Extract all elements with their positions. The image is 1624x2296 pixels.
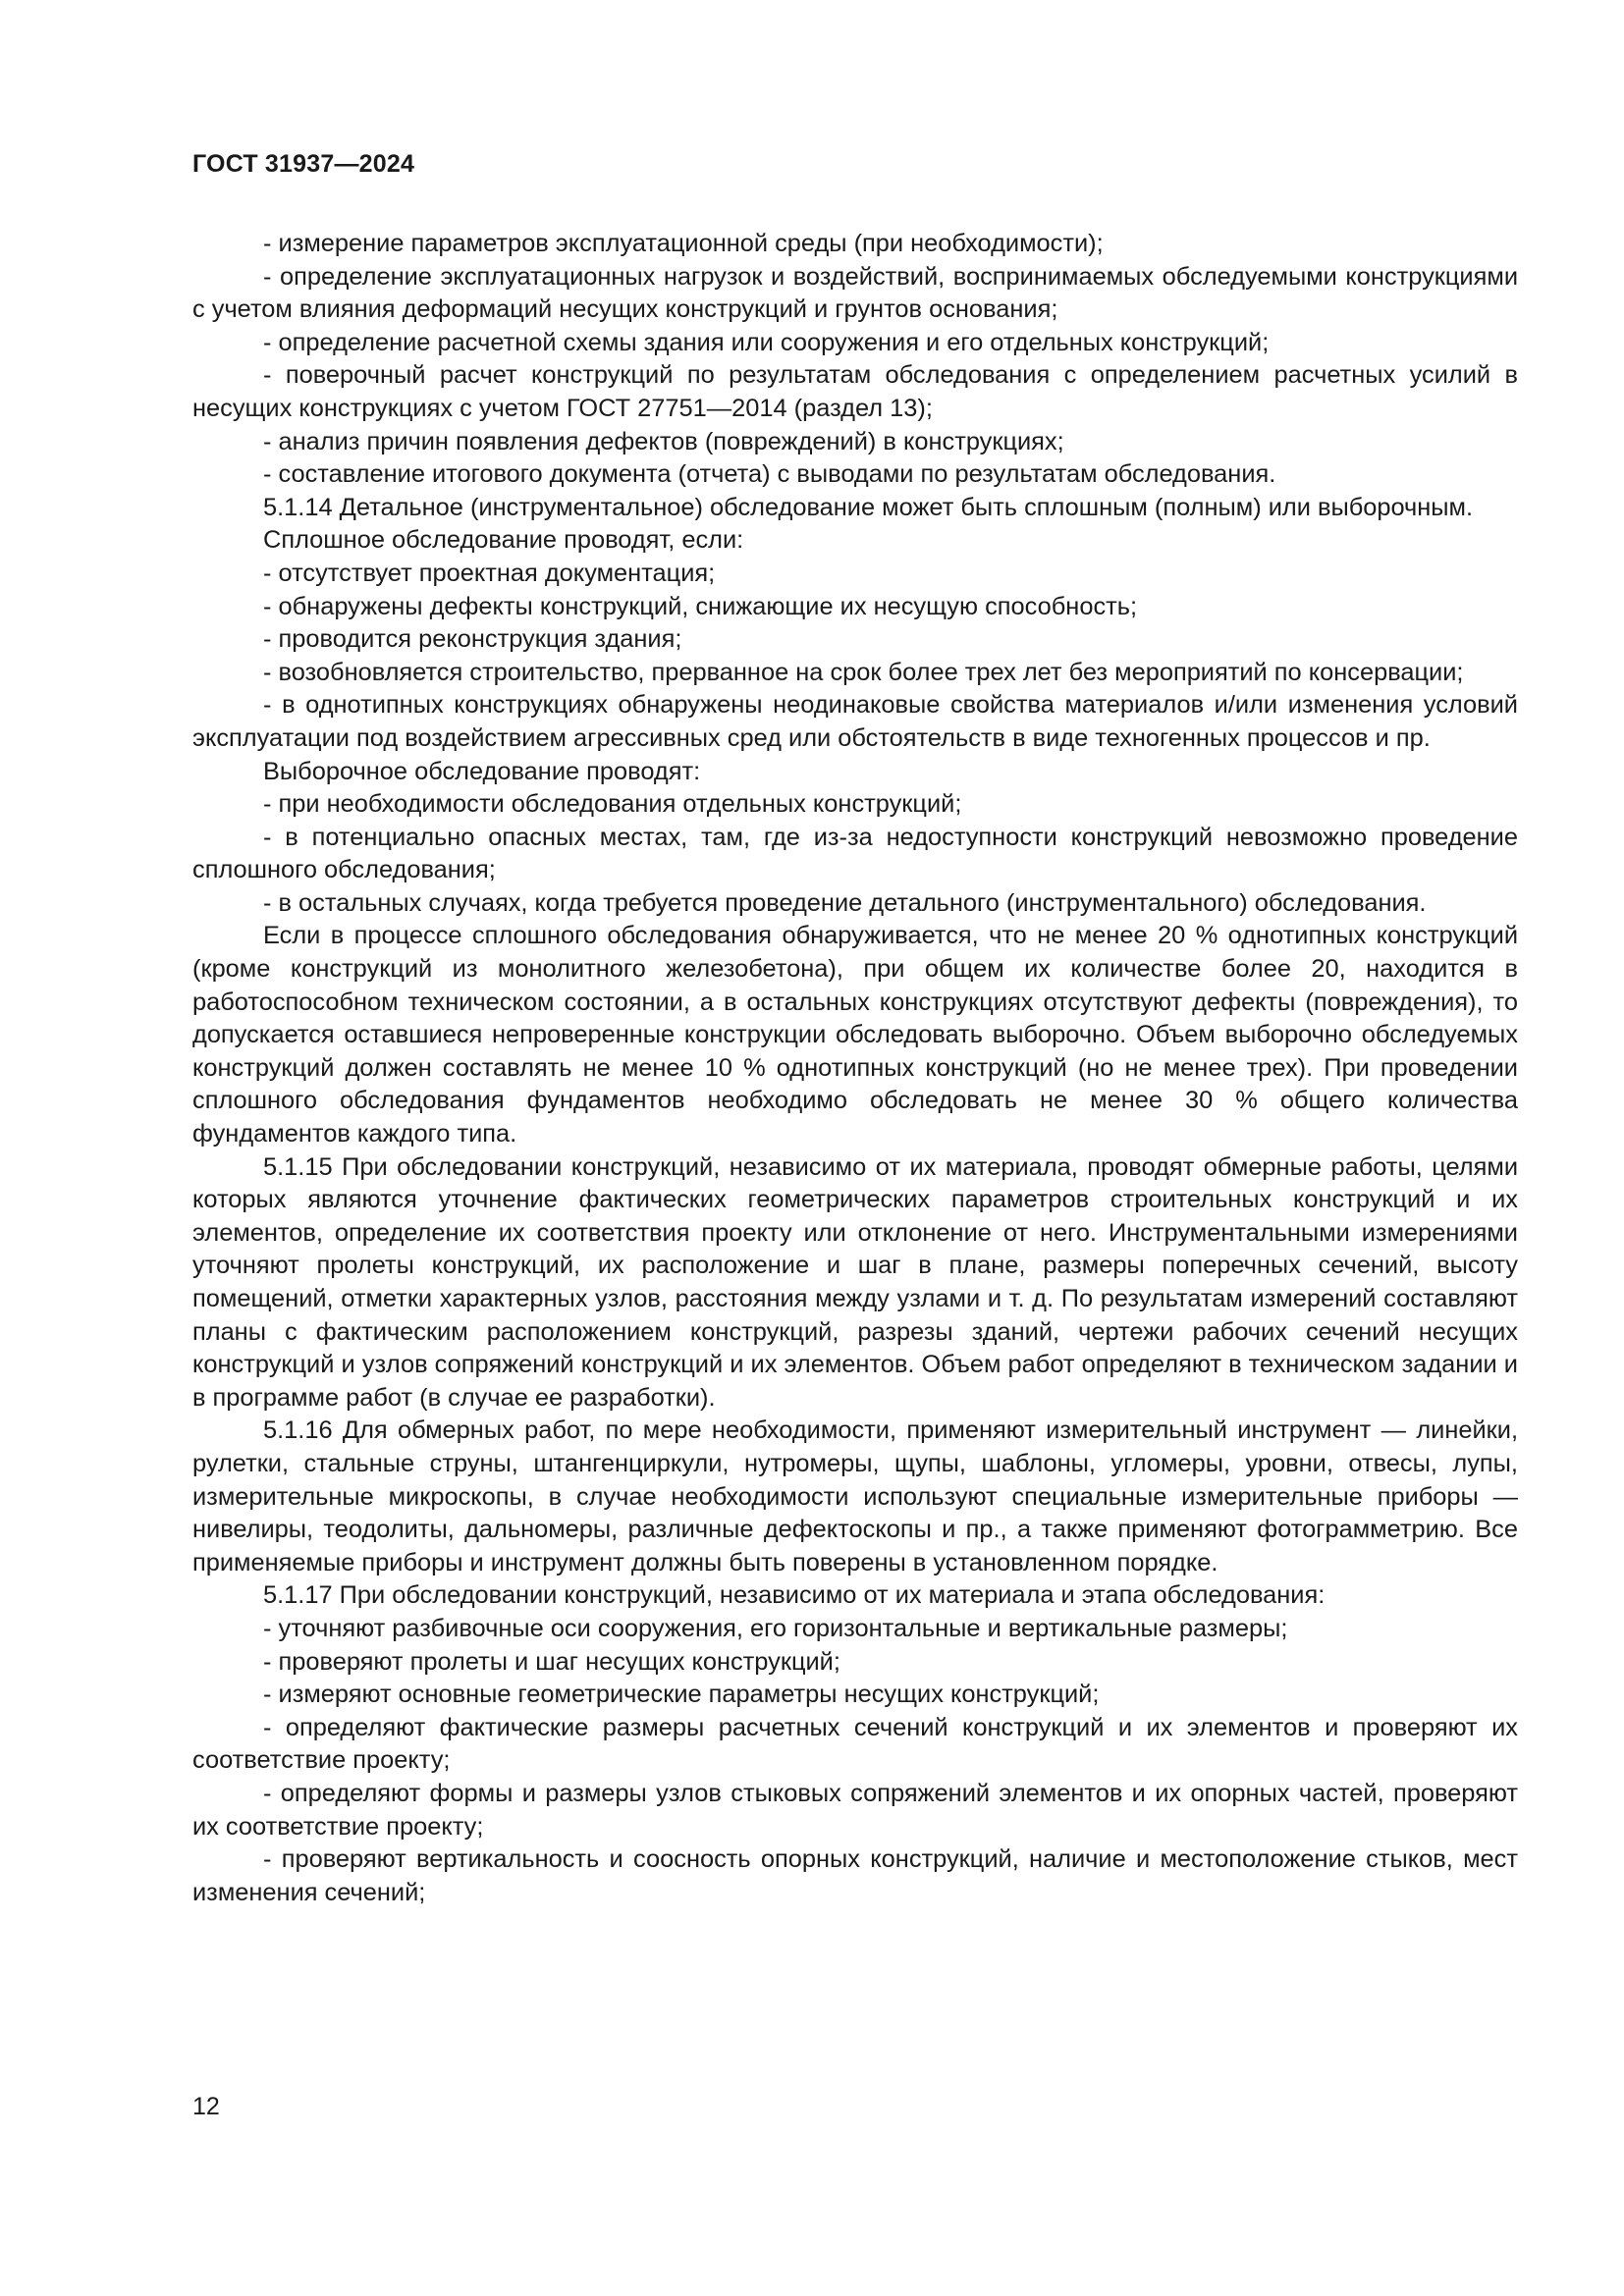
paragraph: 5.1.15 При обследовании конструкций, независимо от их материала, проводят обмерные работы, целями которых являются уточнение фактических геометрических параметров строительных конструкций и их элементов, определение их соответствия проекту или отклонение от него. Инструментальными измерениями уточняют пролеты конструкций, их расположение и шаг в плане, размеры поперечных сечений, высоту помещений, отметки характерных узлов, расстояния между узлами и т. д. По результатам измерений составляют планы с фактическим расположением конструкций, разрезы зданий, чертежи рабочих сечений несущих конструкций и узлов сопряжений конструкций и их элементов. Объем работ определяют в техническом задании и в программе работ (в случае ее разработки). bbox=[192, 1152, 1518, 1412]
paragraph: - измерение параметров эксплуатационной среды (при необходимости); bbox=[263, 230, 1104, 257]
paragraph: - обнаружены дефекты конструкций, снижающие их несущую способность; bbox=[263, 592, 1138, 620]
paragraph: - анализ причин появления дефектов (повреждений) в конструкциях; bbox=[263, 427, 1064, 455]
paragraph: - определяют фактические размеры расчетных сечений конструкций и их элементов и проверяют их соответствие проекту; bbox=[192, 1713, 1518, 1775]
paragraph: - определяют формы и размеры узлов стыковых сопряжений элементов и их опорных частей, проверяют их соответствие проекту; bbox=[192, 1779, 1518, 1841]
paragraph: - проводится реконструкция здания; bbox=[263, 625, 682, 654]
paragraph: Если в процессе сплошного обследования обнаруживается, что не менее 20 % однотипных конструкций (кроме конструкций из монолитного железобетона), при общем их количестве более 20, находится в работоспособном техническом состоянии, а в остальных конструкциях отсутствуют дефекты (повреждения), то допускается оставшиеся непроверенные конструкции обследовать выборочно. Объем выборочно обследуемых конструкций должен составлять не менее 10 % однотипных конструкций (но не менее трех). При проведении сплошного обследования фундаментов необходимо обследовать не менее 30 % общего количества фундаментов каждого типа. bbox=[192, 922, 1518, 1148]
paragraph: Сплошное обследование проводят, если: bbox=[263, 526, 744, 555]
document-header-code: ГОСТ 31937—2024 bbox=[192, 150, 415, 178]
paragraph: - проверяют вертикальность и соосность опорных конструкций, наличие и местоположение стыков, мест изменения сечений; bbox=[192, 1845, 1518, 1906]
paragraph: - уточняют разбивочные оси сооружения, его горизонтальные и вертикальные размеры; bbox=[263, 1614, 1288, 1642]
paragraph: - отсутствует проектная документация; bbox=[263, 559, 716, 587]
paragraph: - в однотипных конструкциях обнаружены неодинаковые свойства материалов и/или изменения условий эксплуатации под воздействием агрессивных сред или обстоятельств в виде техногенных процессов и пр. bbox=[192, 691, 1518, 752]
paragraph: Выборочное обследование проводят: bbox=[263, 757, 701, 785]
paragraph: - в остальных случаях, когда требуется проведение детального (инструментального) обследования. bbox=[263, 888, 1427, 917]
paragraph: 5.1.14 Детальное (инструментальное) обследование может быть сплошным (полным) или выборочным. bbox=[263, 493, 1474, 521]
paragraph: - проверяют пролеты и шаг несущих конструкций; bbox=[263, 1647, 840, 1676]
paragraph: 5.1.16 Для обмерных работ, по мере необходимости, применяют измерительный инструмент — линейки, рулетки, стальные струны, штангенциркули, нутромеры, щупы, шаблоны, угломеры, уровни, отвесы, лупы, измерительные микроскопы, в случае необходимости используют специальные измерительные приборы — нивелиры, теодолиты, дальномеры, различные дефектоскопы и пр., а также применяют фотограмметрию. Все применяемые приборы и инструмент должны быть поверены в установленном порядке. bbox=[192, 1416, 1518, 1576]
paragraph: - при необходимости обследования отдельных конструкций; bbox=[263, 790, 962, 819]
page-number: 12 bbox=[192, 2093, 220, 2120]
paragraph: - определение эксплуатационных нагрузок и воздействий, воспринимаемых обследуемыми конструкциями с учетом влияния деформаций несущих конструкций и грунтов основания; bbox=[192, 262, 1518, 324]
document-body bbox=[192, 228, 1518, 1909]
paragraph: - определение расчетной схемы здания или сооружения и его отдельных конструкций; bbox=[263, 328, 1270, 356]
paragraph: - в потенциально опасных местах, там, где из-за недоступности конструкций невозможно проведение сплошного обследования; bbox=[192, 823, 1518, 884]
paragraph: - возобновляется строительство, прерванное на срок более трех лет без мероприятий по консервации; bbox=[263, 658, 1464, 686]
paragraph: 5.1.17 При обследовании конструкций, независимо от их материала и этапа обследования: bbox=[263, 1581, 1326, 1610]
paragraph: - составление итогового документа (отчета) с выводами по результатам обследования. bbox=[263, 460, 1276, 489]
paragraph: - поверочный расчет конструкций по результатам обследования с определением расчетных усилий в несущих конструкциях с учетом ГОСТ 27751—2014 (раздел 13); bbox=[192, 361, 1518, 422]
paragraph: - измеряют основные геометрические параметры несущих конструкций; bbox=[263, 1681, 1100, 1709]
